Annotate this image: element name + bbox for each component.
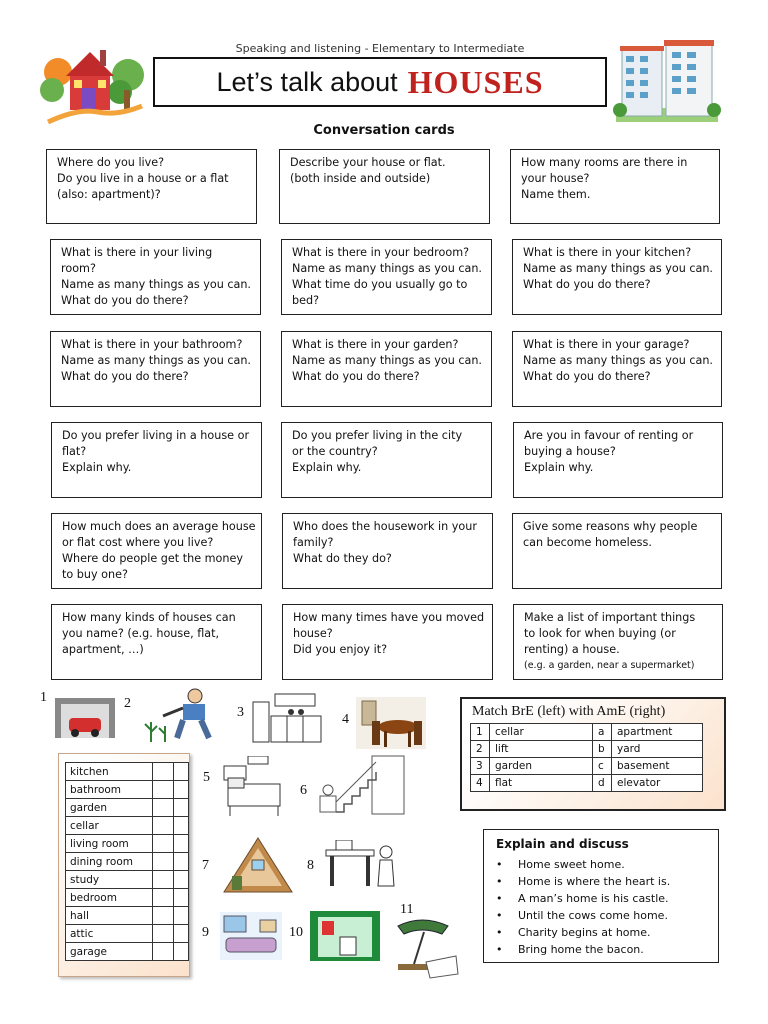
card-line: How much does an average house bbox=[62, 520, 256, 533]
saying-item bbox=[496, 890, 670, 907]
saying-item bbox=[496, 873, 670, 890]
card-line: Describe your house or flat. bbox=[290, 156, 446, 169]
saying-text: Until the cows come home. bbox=[518, 909, 668, 922]
answer-cell[interactable] bbox=[174, 871, 189, 889]
answer-cell[interactable] bbox=[174, 817, 189, 835]
match-letter: a bbox=[593, 724, 612, 741]
conversation-card bbox=[512, 331, 722, 407]
house-clipart-icon bbox=[38, 30, 148, 130]
card-line: room? bbox=[61, 262, 96, 275]
kitchen-picture-icon bbox=[251, 692, 323, 744]
card-line: What is there in your bedroom? bbox=[292, 246, 470, 259]
picture-number: 11 bbox=[400, 902, 414, 917]
vocabulary-word: dining room bbox=[66, 853, 153, 871]
title-highlight: HOUSES bbox=[407, 63, 544, 100]
conversation-card bbox=[513, 604, 723, 680]
card-line: How many times have you moved bbox=[293, 611, 485, 624]
vocabulary-word: kitchen bbox=[66, 763, 153, 781]
picture-number: 9 bbox=[202, 925, 209, 940]
vocabulary-row bbox=[66, 889, 189, 907]
answer-cell[interactable] bbox=[152, 799, 174, 817]
match-letter: c bbox=[593, 758, 612, 775]
picture-number: 6 bbox=[300, 783, 307, 798]
card-line: Make a list of important things bbox=[524, 611, 696, 624]
match-letter: b bbox=[593, 741, 612, 758]
bre-word: garden bbox=[490, 758, 593, 775]
card-line: house? bbox=[293, 627, 333, 640]
card-line: Name as many things as you can. bbox=[292, 262, 482, 275]
ame-word: yard bbox=[612, 741, 703, 758]
saying-text: Bring home the bacon. bbox=[518, 943, 644, 956]
garage-picture-icon bbox=[55, 698, 115, 738]
card-line: What is there in your garage? bbox=[523, 338, 690, 351]
card-line: flat? bbox=[62, 445, 87, 458]
answer-cell[interactable] bbox=[174, 889, 189, 907]
vocabulary-row bbox=[66, 799, 189, 817]
vocabulary-word: bedroom bbox=[66, 889, 153, 907]
saying-text: Home is where the heart is. bbox=[518, 875, 671, 888]
picture-number: 10 bbox=[289, 925, 303, 940]
card-line: Do you live in a house or a flat bbox=[57, 172, 229, 185]
match-number: 2 bbox=[471, 741, 490, 758]
card-line: Name as many things as you can. bbox=[61, 354, 251, 367]
card-line: What time do you usually go to bbox=[292, 278, 468, 291]
card-line: Where do people get the money bbox=[62, 552, 243, 565]
picture-number: 2 bbox=[124, 696, 131, 711]
vocabulary-row bbox=[66, 943, 189, 961]
conversation-card bbox=[50, 239, 261, 315]
vocabulary-row bbox=[66, 853, 189, 871]
match-row bbox=[471, 724, 703, 741]
conversation-card bbox=[281, 331, 492, 407]
vocabulary-row bbox=[66, 817, 189, 835]
vocabulary-word: study bbox=[66, 871, 153, 889]
card-line: How many kinds of houses can bbox=[62, 611, 236, 624]
match-row bbox=[471, 758, 703, 775]
match-panel bbox=[460, 697, 726, 811]
picture-number: 7 bbox=[202, 858, 209, 873]
living-room-picture-icon bbox=[220, 912, 282, 960]
match-number: 3 bbox=[471, 758, 490, 775]
conversation-card bbox=[282, 513, 493, 589]
saying-text: Home sweet home. bbox=[518, 858, 625, 871]
card-line: apartment, …) bbox=[62, 643, 144, 656]
bullet-icon: • bbox=[496, 875, 503, 888]
card-line: you name? (e.g. house, flat, bbox=[62, 627, 220, 640]
vocabulary-word: garage bbox=[66, 943, 153, 961]
card-line: Explain why. bbox=[524, 461, 594, 474]
card-line: to buy one? bbox=[62, 568, 128, 581]
card-line: family? bbox=[293, 536, 334, 549]
conversation-card bbox=[51, 604, 262, 680]
vocabulary-panel bbox=[58, 753, 190, 977]
answer-cell[interactable] bbox=[174, 781, 189, 799]
card-line: your house? bbox=[521, 172, 590, 185]
match-letter: d bbox=[593, 775, 612, 792]
answer-cell[interactable] bbox=[174, 853, 189, 871]
vocabulary-row bbox=[66, 907, 189, 925]
picture-number: 4 bbox=[342, 712, 349, 727]
card-line: to look for when buying (or bbox=[524, 627, 676, 640]
answer-cell[interactable] bbox=[174, 925, 189, 943]
saying-item bbox=[496, 856, 670, 873]
vocabulary-row bbox=[66, 925, 189, 943]
card-line: can become homeless. bbox=[523, 536, 652, 549]
match-number: 4 bbox=[471, 775, 490, 792]
card-line: Who does the housework in your bbox=[293, 520, 477, 533]
card-line: Are you in favour of renting or bbox=[524, 429, 694, 442]
conversation-card bbox=[50, 331, 261, 407]
saying-text: Charity begins at home. bbox=[518, 926, 651, 939]
conversation-card bbox=[512, 513, 722, 589]
bathroom-picture-icon bbox=[310, 911, 380, 961]
conversation-card bbox=[513, 422, 723, 498]
worksheet-subtitle: Speaking and listening - Elementary to Intermediate bbox=[235, 42, 525, 55]
card-line: What do you do there? bbox=[61, 294, 189, 307]
conversation-card bbox=[46, 149, 257, 224]
answer-cell[interactable] bbox=[152, 871, 174, 889]
match-row bbox=[471, 741, 703, 758]
vocabulary-row bbox=[66, 781, 189, 799]
answer-cell[interactable] bbox=[174, 943, 189, 961]
section-heading: Conversation cards bbox=[313, 123, 455, 138]
bre-word: cellar bbox=[490, 724, 593, 741]
conversation-card bbox=[51, 513, 262, 589]
bullet-icon: • bbox=[496, 909, 503, 922]
saying-item bbox=[496, 907, 670, 924]
vocabulary-row bbox=[66, 871, 189, 889]
card-line: Explain why. bbox=[292, 461, 362, 474]
picture-number: 1 bbox=[40, 690, 47, 705]
card-line: What do they do? bbox=[293, 552, 392, 565]
bre-word: lift bbox=[490, 741, 593, 758]
saying-item bbox=[496, 924, 670, 941]
saying-text: A man’s home is his castle. bbox=[518, 892, 669, 905]
card-line: Did you enjoy it? bbox=[293, 643, 388, 656]
dining-room-picture-icon bbox=[356, 697, 426, 749]
ame-word: apartment bbox=[612, 724, 703, 741]
vocabulary-row bbox=[66, 763, 189, 781]
answer-cell[interactable] bbox=[152, 925, 174, 943]
card-line: Give some reasons why people bbox=[523, 520, 698, 533]
card-line: bed? bbox=[292, 294, 320, 307]
card-line: renting) a house. bbox=[524, 643, 620, 656]
bullet-icon: • bbox=[496, 892, 503, 905]
picture-number: 3 bbox=[237, 705, 244, 720]
answer-cell[interactable] bbox=[152, 889, 174, 907]
answer-cell[interactable] bbox=[152, 763, 174, 781]
card-line: buying a house? bbox=[524, 445, 616, 458]
gardener-picture-icon bbox=[143, 686, 218, 746]
card-line: Explain why. bbox=[62, 461, 132, 474]
study-picture-icon bbox=[322, 840, 404, 888]
card-line: What do you do there? bbox=[292, 370, 420, 383]
match-row bbox=[471, 775, 703, 792]
card-line: What do you do there? bbox=[523, 370, 651, 383]
answer-cell[interactable] bbox=[152, 853, 174, 871]
card-line: (both inside and outside) bbox=[290, 172, 431, 185]
saying-item bbox=[496, 941, 670, 958]
explain-discuss-panel bbox=[483, 829, 719, 963]
card-line: (e.g. a garden, near a supermarket) bbox=[524, 660, 695, 671]
attic-picture-icon bbox=[222, 836, 294, 894]
match-table bbox=[470, 723, 703, 792]
bullet-icon: • bbox=[496, 858, 503, 871]
answer-cell[interactable] bbox=[174, 907, 189, 925]
hall-staircase-picture-icon bbox=[316, 752, 406, 816]
card-line: Name as many things as you can. bbox=[523, 262, 713, 275]
card-line: What is there in your living bbox=[61, 246, 213, 259]
answer-cell[interactable] bbox=[174, 835, 189, 853]
card-line: Name as many things as you can. bbox=[523, 354, 713, 367]
vocabulary-word: living room bbox=[66, 835, 153, 853]
card-line: or the country? bbox=[292, 445, 378, 458]
desk-lamp-picture-icon bbox=[392, 914, 462, 982]
card-line: What is there in your garden? bbox=[292, 338, 459, 351]
conversation-card bbox=[281, 239, 492, 315]
conversation-card bbox=[279, 149, 490, 224]
answer-cell[interactable] bbox=[174, 763, 189, 781]
bullet-icon: • bbox=[496, 926, 503, 939]
match-number: 1 bbox=[471, 724, 490, 741]
conversation-card bbox=[51, 422, 262, 498]
match-title: Match BrE (left) with AmE (right) bbox=[472, 704, 666, 719]
vocabulary-word: cellar bbox=[66, 817, 153, 835]
vocabulary-word: garden bbox=[66, 799, 153, 817]
apartment-building-icon bbox=[612, 38, 722, 124]
card-line: (also: apartment)? bbox=[57, 188, 161, 201]
card-line: What is there in your bathroom? bbox=[61, 338, 243, 351]
bedroom-picture-icon bbox=[218, 756, 290, 818]
conversation-card bbox=[510, 149, 720, 224]
card-line: Do you prefer living in the city bbox=[292, 429, 463, 442]
explain-list bbox=[496, 856, 670, 958]
ame-word: elevator bbox=[612, 775, 703, 792]
vocabulary-row bbox=[66, 835, 189, 853]
card-line: or flat cost where you live? bbox=[62, 536, 214, 549]
card-line: Name as many things as you can. bbox=[61, 278, 251, 291]
ame-word: basement bbox=[612, 758, 703, 775]
card-line: How many rooms are there in bbox=[521, 156, 688, 169]
vocabulary-word: attic bbox=[66, 925, 153, 943]
card-line: Do you prefer living in a house or bbox=[62, 429, 250, 442]
bullet-icon: • bbox=[496, 943, 503, 956]
card-line: What do you do there? bbox=[523, 278, 651, 291]
answer-cell[interactable] bbox=[174, 799, 189, 817]
card-line: Name as many things as you can. bbox=[292, 354, 482, 367]
bre-word: flat bbox=[490, 775, 593, 792]
answer-cell[interactable] bbox=[152, 907, 174, 925]
title-box bbox=[153, 57, 607, 107]
answer-cell[interactable] bbox=[152, 943, 174, 961]
title-text: Let’s talk about bbox=[216, 66, 398, 97]
picture-number: 8 bbox=[307, 858, 314, 873]
card-line: What is there in your kitchen? bbox=[523, 246, 692, 259]
conversation-card bbox=[282, 604, 493, 680]
answer-cell[interactable] bbox=[152, 781, 174, 799]
conversation-card bbox=[281, 422, 492, 498]
card-line: What do you do there? bbox=[61, 370, 189, 383]
vocabulary-table bbox=[65, 762, 189, 961]
card-line: Where do you live? bbox=[57, 156, 165, 169]
answer-cell[interactable] bbox=[152, 817, 174, 835]
card-line: Name them. bbox=[521, 188, 591, 201]
picture-number: 5 bbox=[203, 770, 210, 785]
conversation-card bbox=[512, 239, 722, 315]
explain-title: Explain and discuss bbox=[496, 837, 629, 851]
vocabulary-word: hall bbox=[66, 907, 153, 925]
vocabulary-word: bathroom bbox=[66, 781, 153, 799]
answer-cell[interactable] bbox=[152, 835, 174, 853]
